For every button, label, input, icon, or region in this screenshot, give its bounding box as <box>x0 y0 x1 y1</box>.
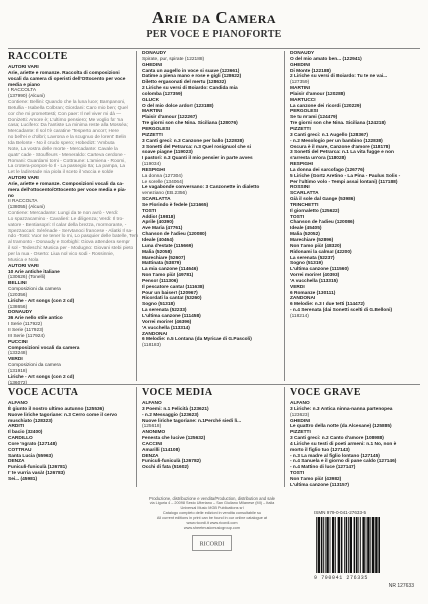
entry-bold-line: Luna d'estate (115669) <box>142 243 193 249</box>
entry-bold-line: RESPIGHI <box>142 167 165 173</box>
entry-line: (138055) (Alcuni) <box>8 205 45 211</box>
entry-bold-line: VERDI <box>290 284 305 290</box>
entry-line: Betullia - Isabella Colbran; Giordani: Caro mio ben; Quel <box>8 105 128 111</box>
barcode-bar <box>338 517 340 573</box>
entry-bold-line: Funiculì-funiculà (126782) <box>142 459 201 465</box>
entry-bold-line: GHEDINI <box>142 62 162 68</box>
entry-bold-line: Tre giorni son che Nina. Siciliana (128076) <box>142 121 238 127</box>
entry-line: (118214) <box>290 313 309 319</box>
entry-bold-line: ALFANO <box>8 401 28 406</box>
entry-line: Composizioni da camera <box>8 287 61 293</box>
voce-grave-column <box>290 387 420 499</box>
entry-bold-line: GHEDINI <box>290 418 310 424</box>
barcode-bar <box>344 517 345 573</box>
voce-acuta-heading: VOCE ACUTA <box>8 387 79 398</box>
entry-line: cor che mi promettesti; Con paer: Il nel viver mi dà — <box>8 111 122 117</box>
entry-bold-line: ZANDONAI <box>142 331 168 337</box>
entry-bold-line: La mia canzone (114646) <box>142 267 198 273</box>
entry-bold-line: Addio! (19818) <box>142 214 176 220</box>
column-divider <box>284 387 285 487</box>
entry-bold-line: TOSTI <box>290 214 305 220</box>
entry-bold-line: Le vagabonde conversano: 3 Canzonette in dialetto <box>142 185 260 191</box>
entry-bold-line: Liriche - Art songs (con 2 cd) <box>8 374 75 380</box>
entry-bold-line: Arie, ariette e romanze. Composizioni vocali da ca- <box>8 181 124 187</box>
barcode-bar <box>370 517 371 573</box>
entry-bold-line: TOSTI <box>290 471 305 477</box>
voce-grave-list <box>290 401 420 489</box>
barcode-bar <box>346 517 348 573</box>
entry-bold-line: Amarilli (114108) <box>142 447 180 453</box>
entry-line: veneziano (EB.2356) <box>142 191 187 197</box>
entry-bold-line: 2 Liriche su versi di Boiardo: Candida mia <box>142 86 238 92</box>
entry-line: (127359) <box>290 80 310 86</box>
entry-bold-line: CACCINI <box>142 441 162 447</box>
entry-bold-line: GLUCK <box>142 97 160 103</box>
entry-bold-line: Chanson de l'adieu (120080) <box>142 232 207 238</box>
publisher-line: Universal Music MGB Publications srl <box>180 506 244 510</box>
entry-bold-line: Sogno (51319) <box>290 261 323 267</box>
entry-line: Contiene: Bellini: Quando che la luna luce; Bampanoni, <box>8 100 126 106</box>
entry-bold-line: ANONIMO <box>142 430 166 436</box>
entry-bold-line: Vorrei morire! (46396) <box>142 319 192 325</box>
entry-bold-line: Ricordati la canta! (53260) <box>142 296 202 302</box>
entry-line: III Serie (117924) <box>8 333 45 339</box>
entry-bold-line: SCARLATTA <box>290 191 319 197</box>
entry-bold-line: 36 Arie nello stile antico <box>8 316 63 322</box>
barcode-bar <box>335 517 336 573</box>
entry-line: (136072) <box>8 380 28 386</box>
voce-media-heading: VOCE MEDIA <box>142 387 213 398</box>
publisher-line: via Liguria 4 – 20098 Sesto Ulteriano – San Giuliano Milanese (MI) – Italia <box>149 501 275 505</box>
entry-bold-line: - n.4 Serenata (dai Sonetti scelti di G.Belloni) <box>290 308 393 314</box>
entry-bold-line: CARDILLO <box>8 436 33 442</box>
voce-media-list <box>142 401 280 471</box>
page-header <box>0 8 428 40</box>
entry-bold-line: La canzone dei ricordi (120229) <box>290 103 362 109</box>
column-divider <box>136 387 137 487</box>
entry-bold-line: 'A vucchella (113314) <box>142 325 190 331</box>
entry-bold-line: Pour un baiser! (120967) <box>142 290 198 296</box>
entry-bold-line: - n.4 Sanuela e il giorno di pane caldo (127146) <box>290 459 397 465</box>
raccolte-column <box>8 51 139 386</box>
entry-bold-line: RESPIGHI <box>290 162 313 168</box>
publisher-info <box>122 496 302 553</box>
barcode-bar <box>378 517 380 573</box>
entry-bold-line: PIZZETTI <box>142 132 163 138</box>
entry-bold-line: 3 Sonetti del Petrarca: n.1 La vita fugge e non <box>290 150 394 156</box>
column-divider <box>284 51 285 381</box>
entry-bold-line: Vorrei morire! (40393) <box>290 273 340 279</box>
entry-bold-line: Il giornaletto (125622) <box>290 208 340 214</box>
entry-line: I Serie (117922) <box>8 322 43 328</box>
entry-bold-line: La serenata (52237) <box>290 255 335 261</box>
entry-bold-line: Se Florindo è fedele (121665) <box>142 202 209 208</box>
barcode-image <box>314 517 410 575</box>
entry-line: Ida Belonte - No il crudo spero; Hobedizt: 'Ambuta <box>8 140 115 146</box>
publisher-line: Catalogo completo delle edizioni in vendita consultabile su <box>162 511 262 515</box>
entry-bold-line: DENZA <box>8 459 25 465</box>
entry-bold-line: Tre giorni son che Nina. Siciliana (124218) <box>290 121 386 127</box>
right-column <box>290 51 420 381</box>
entry-line: Romani: Guardami torni - Cottraune: L'amiena - Roomi, <box>8 158 126 164</box>
barcode-bar <box>367 517 369 573</box>
entry-bold-line: 3 Sonetti del Petrarca: n.3 Quel rosignuol che si <box>142 144 252 150</box>
publisher-line: All current editions in print can be found in our online catalogue at <box>156 516 268 520</box>
entry-bold-line: 6 Romanze (130111) <box>290 290 336 296</box>
entry-line: Le sorelle (134064) <box>142 179 184 185</box>
entry-bold-line: PERGOLESI <box>142 126 170 132</box>
entry-bold-line: ZANDONAI <box>290 296 316 302</box>
entry-bold-line: O del mio dolce ardor! (123188) <box>142 103 214 109</box>
entry-bold-line: Core 'ngrato (127148) <box>8 441 57 447</box>
entry-bold-line: TOSTI <box>142 208 157 214</box>
entry-bold-line: ROSSINI <box>290 185 310 191</box>
entry-line: casa; Lucifero: Da l'antiste La minima reste alla Mosséa; <box>8 123 128 129</box>
barcode-bar <box>372 517 374 573</box>
entry-bold-line: Chanson de l'adieu (120086) <box>290 220 355 226</box>
entry-bold-line: La donna dei sarcofago (126776) <box>290 167 365 173</box>
entry-bold-line: GHEDINI <box>290 62 310 68</box>
entry-bold-line: - n.2 Messaggio (123623) <box>142 412 199 418</box>
barcode-bar <box>316 517 317 573</box>
entry-line: (118183) <box>142 343 161 349</box>
entry-bold-line: PERGOLESI <box>290 109 318 115</box>
barcode-bar <box>318 517 320 573</box>
entry-bold-line: Non t'amo più! (48320) <box>290 243 342 249</box>
entry-bold-line: 3 Canti greci: n.2 Canto d'amore (108988) <box>290 436 384 442</box>
barcode-digits: 9 790041 276335 <box>314 575 369 581</box>
barcode-bar <box>325 517 326 573</box>
entry-bold-line: morto il figlio tuo (127143) <box>290 447 350 453</box>
entry-line: vatore - Bentiasopri: Il calar della brezza, mormorante, - <box>8 222 127 228</box>
entry-bold-line: DENZA <box>142 453 159 459</box>
entry-bold-line: Canta un augello in voce si suave (123661) <box>142 68 240 74</box>
entry-line: al tramonto - Donaudy e Sorbighi: Giova attendera sempr <box>8 240 130 246</box>
entry-bold-line: Per l'ultimo volo - Tempi assai lontani) (117188) <box>290 179 398 185</box>
barcode-bar <box>354 517 356 573</box>
entry-bold-line: Plaisir d'amour (120288) <box>290 91 345 97</box>
entry-bold-line: La serenata (52233) <box>142 308 187 314</box>
barcode-bar <box>360 517 361 573</box>
barcode-bar <box>332 517 334 573</box>
entry-bold-line: AUTORI VARI <box>8 65 39 70</box>
publisher-line: www.sheetmusicmusicgroup.com <box>183 526 241 530</box>
entry-bold-line: Se tu m'ami (124479) <box>290 115 338 121</box>
entry-line: Let le ladiretade nia piola il sceto il Vaccia e solde <box>8 170 114 176</box>
voce-acuta-list <box>8 401 132 483</box>
barcode-bar <box>375 517 377 573</box>
entry-bold-line: Marechiare (52896) <box>290 238 334 243</box>
entry-line: ndo -Tosti: Vuor ne tener lo mi, Lo pasquier delle batelle, Tem <box>8 234 139 240</box>
entry-bold-line: I' te vurria vasà! (126783) <box>8 471 65 477</box>
page-title: Arie da Camera <box>151 8 277 27</box>
barcode-bar <box>358 517 359 573</box>
entry-bold-line: Il pescatore canta! (111638) <box>142 284 205 290</box>
entry-bold-line: Composizioni vocali da camera <box>8 345 80 351</box>
raccolte-heading: RACCOLTE <box>8 51 68 62</box>
entry-line: (119034) <box>142 162 161 168</box>
entry-bold-line: SCARLATTA <box>142 197 171 203</box>
entry-bold-line: L'ultima canzone (111458) <box>142 313 201 319</box>
entry-bold-line: DONAUDY <box>8 310 33 316</box>
entry-line: (130626) (Tonelli) <box>8 275 46 281</box>
entry-line: Lo spazzacamino - Cavalieri: Le diligenza; Verdi: Il tro- <box>8 216 124 222</box>
barcode-bar <box>326 517 328 573</box>
entry-bold-line: O del mio amato ben... (122941) <box>290 56 362 62</box>
entry-bold-line: Di Monte (122188) <box>290 68 331 74</box>
entry-bold-line: Penso! (111306) <box>142 278 178 284</box>
entry-bold-line: ARDITI <box>8 424 24 430</box>
entry-bold-line: Fenesta che lucive (125632) <box>142 436 206 442</box>
entry-line: II RACCOLTA <box>8 199 38 205</box>
voce-grave-heading: VOCE GRAVE <box>290 387 362 398</box>
entry-bold-line: colomba (127359) <box>142 91 183 97</box>
entry-bold-line: - n.3 La madre al figlio lontano (127145) <box>290 453 380 459</box>
entry-bold-line: Ridonami la calma! (42200) <box>290 249 352 255</box>
entry-bold-line: 6 Melodie: n.5 Lontana (da Myricae di G.Pascoli) <box>142 337 252 343</box>
column-divider <box>136 51 137 381</box>
barcode-bar <box>330 517 331 573</box>
entry-line: La donna (127304) <box>142 173 183 179</box>
entry-line: (125618) <box>142 424 162 430</box>
entry-bold-line: PIZZETTI <box>290 126 311 132</box>
entry-bold-line: Oscura è il mare, Canzone d'amore (118178) <box>290 144 391 150</box>
entry-line: Composizioni da camera <box>8 363 61 369</box>
entry-bold-line: MARTUCCI <box>290 97 316 103</box>
entry-line: (137990) (Alcuni) <box>8 94 45 100</box>
svg-text:RICORDI: RICORDI <box>199 541 225 548</box>
entry-bold-line: TRINCHETTI <box>290 202 319 208</box>
entry-line: I RACCOLTA <box>8 88 37 94</box>
entry-bold-line: PUCCINI <box>8 339 28 345</box>
entry-bold-line: Mattinata (53879) <box>142 261 181 267</box>
entry-bold-line: Il bacio (32400) <box>8 430 43 436</box>
entry-bold-line: BELLINI <box>8 281 27 287</box>
entry-bold-line: vocali da camera di operisti dell'Ottocento per voce <box>8 76 126 82</box>
entry-bold-line: Funiculì-funiculà (126781) <box>8 465 67 471</box>
entry-bold-line: AUTORI VARI <box>8 176 39 182</box>
barcode-block <box>314 510 414 589</box>
entry-line: per la nua - Oserto: Liua nol vico sodi - Rossinnie, <box>8 252 115 257</box>
ismn-label: ISMN 979-0-041-27633-5 <box>314 510 367 515</box>
entry-bold-line: È giunto il nostro ultimo autunno (125536) <box>8 406 104 412</box>
middle-list <box>142 51 280 349</box>
entry-line: (120356) <box>8 292 28 298</box>
entry-bold-line: MARTINI <box>142 109 162 115</box>
entry-line: Note, La vostra delle morte - Mercadante: Cavale la <box>8 146 118 152</box>
entry-bold-line: mera dell'ottocento/Ottocento per voce media e pia- <box>8 187 127 193</box>
barcode-bar <box>366 517 367 573</box>
page-subtitle: PER VOCE E PIANOFORTE <box>146 29 282 40</box>
barcode-bar <box>348 517 349 573</box>
section-rule <box>8 384 420 385</box>
entry-bold-line: ALFANO <box>290 401 310 406</box>
entry-line: II Serie (117923) <box>8 327 44 333</box>
raccolte-list <box>8 65 139 386</box>
entry-bold-line: - n.4 Mattino di luce (127147) <box>290 465 356 471</box>
entry-bold-line: DONAUDY <box>290 51 315 56</box>
entry-bold-line: no <box>8 193 14 199</box>
entry-line: Spezzaccari: Sérénade - Servtanoci francese - Aliatki Il sa- <box>8 228 133 234</box>
right-list <box>290 51 420 320</box>
entry-bold-line: Ave Maria (47761) <box>142 226 183 232</box>
entry-bold-line: soave piagne (119023) <box>142 150 193 156</box>
publisher-line: Produzione, distribuzione e vendita/Production, distribution and sale <box>149 496 275 501</box>
entry-bold-line: Occhi di fata (51602) <box>142 465 189 471</box>
entry-bold-line: L'ultima canzone (113157) <box>290 482 349 488</box>
entry-bold-line: Non t'amo più! (49781) <box>142 273 194 279</box>
entry-bold-line: 4 Liriche su testi di poeti armeni: n.1 No, non è <box>290 441 397 447</box>
entry-bold-line: 6 Melodie: n.3 I due tetti (114472) <box>290 302 365 308</box>
entry-bold-line: Malia (52052) <box>290 232 320 238</box>
entry-bold-line: media e piano <box>8 82 40 88</box>
entry-bold-line: 5 Liriche (Gortz Aretino - La Pina - Paulus Solis - <box>290 173 401 179</box>
entry-bold-line: Plaisir d'amour (122267) <box>142 115 197 121</box>
entry-bold-line: MARTINI <box>290 86 310 92</box>
barcode-bar <box>341 517 343 573</box>
entry-bold-line: 3 Liriche: n.3 Antica ninna-nanna partenopea <box>290 406 393 412</box>
entry-bold-line: Santa Lucia (55963) <box>8 453 53 459</box>
entry-bold-line: Arie, ariette e romanze. Raccolta di composizioni <box>8 70 120 76</box>
entry-line: La crotera-ponpon-lo Il - La passegio Ita; La pampa, La <box>8 164 126 170</box>
entry-line: no bell'ei e d'olbri; Lavrona e la scugnuo de lorent' Belin <box>8 135 127 141</box>
entry-bold-line: Ideale (40464) <box>142 238 174 243</box>
ricordi-logo <box>192 535 232 551</box>
barcode-bar <box>321 517 323 573</box>
entry-bold-line: s'arresta un'ora (118028) <box>290 156 346 162</box>
entry-line: Mercadante: Il sol t'è caratine 'Tesperto ancor!; Here <box>8 129 119 135</box>
entry-bold-line: DONAUDY <box>142 51 167 56</box>
entry-bold-line: Aprile (40390) <box>142 220 174 226</box>
entry-line: (123623) <box>290 412 310 418</box>
entry-bold-line: 3 Poemi: n.1 Felicità (123621) <box>142 406 209 412</box>
barcode-bar <box>356 517 358 573</box>
entry-line: Musica e Nola <box>8 257 39 263</box>
entry-bold-line: L'ultima canzone (111560) <box>290 267 349 273</box>
entry-bold-line: 'A vucchella (113315) <box>290 278 338 284</box>
barcode-bar <box>350 517 352 573</box>
middle-column <box>142 51 280 381</box>
voce-media-column <box>142 387 280 492</box>
entry-line: Contiene: Mercadante: Lungi da te non avrò - Verdi: <box>8 211 119 217</box>
catalog-number: NR 127633 <box>388 583 414 589</box>
voce-acuta-column <box>8 387 132 499</box>
entry-bold-line: Ideale (45405) <box>290 226 322 232</box>
entry-bold-line: 3 Canti greci: n.3 Canzone per ballo (122838) <box>142 138 244 144</box>
entry-bold-line: 10 Arie antiche italiane <box>8 269 60 275</box>
entry-bold-line: Diletto ergasonati del mertu (128632) <box>142 80 226 86</box>
entry-bold-line: 2 Liriche su versi di Boiardo: Tu te ne vai... <box>290 74 388 80</box>
barcode-bar <box>323 517 324 573</box>
entry-line: quatr' cade - Stouffeurs - Meneraldo: Carteva cerdone - <box>8 152 126 158</box>
header-rule <box>8 48 420 49</box>
entry-bold-line: Sei... (45981) <box>8 476 38 482</box>
entry-bold-line: Liriche - Art songs (con 2 cd) <box>8 298 75 304</box>
entry-bold-line: - n.2 Mesologio per un bambino (122838) <box>290 138 383 144</box>
entry-bold-line: Già il sole dal Gange (53986) <box>290 197 356 203</box>
entry-bold-line: Marechiare (52607) <box>142 255 186 261</box>
entry-bold-line: muschiato (128323) <box>8 418 53 424</box>
entry-line: (138656) <box>8 304 28 310</box>
entry-bold-line: Non t'amo più! (43982) <box>290 476 342 482</box>
barcode-bar <box>362 517 364 573</box>
publisher-line: www.ricordi.it www.ricordi.com <box>186 521 238 525</box>
entry-bold-line: VERDI <box>8 357 23 363</box>
entry-line: Spirate, pur, spirate (122188) <box>142 56 205 62</box>
entry-bold-line: Nuove liriche tagoriane: n.1Perché siedi lì... <box>142 418 242 424</box>
entry-line: Donizetti: Amore è; L'ultimo pensiero; Me voglio fa' 'na <box>8 117 123 123</box>
entry-line: il sol - Tedeschi: Musica per - Modugno: Giovani stebi pieto <box>8 246 134 252</box>
entry-bold-line: ALFANO <box>142 401 162 406</box>
entry-line: (133248) <box>8 351 28 357</box>
entry-bold-line: 3 Canti greci: n.1 Augello (128367) <box>290 132 368 138</box>
entry-bold-line: Sogno (51318) <box>142 302 175 308</box>
entry-bold-line: PIZZETTI <box>290 430 311 436</box>
entry-bold-line: I pastori: n.3 Quanti il mio pensier in parte avves <box>142 156 253 162</box>
entry-bold-line: Le quattro della notte (da Alcesane) (125885) <box>290 424 392 430</box>
entry-bold-line: Malia (52058) <box>142 249 172 255</box>
entry-bold-line: AUTORI VARI <box>8 263 39 269</box>
entry-bold-line: Nuove liriche tagoriane: n.3 Cerro come il cervo <box>8 412 118 418</box>
entry-line: (131918) <box>8 368 28 374</box>
entry-bold-line: Datime a piena mano e rose e gigli (128622) <box>142 74 242 80</box>
entry-bold-line: COTTRAU <box>8 447 32 453</box>
